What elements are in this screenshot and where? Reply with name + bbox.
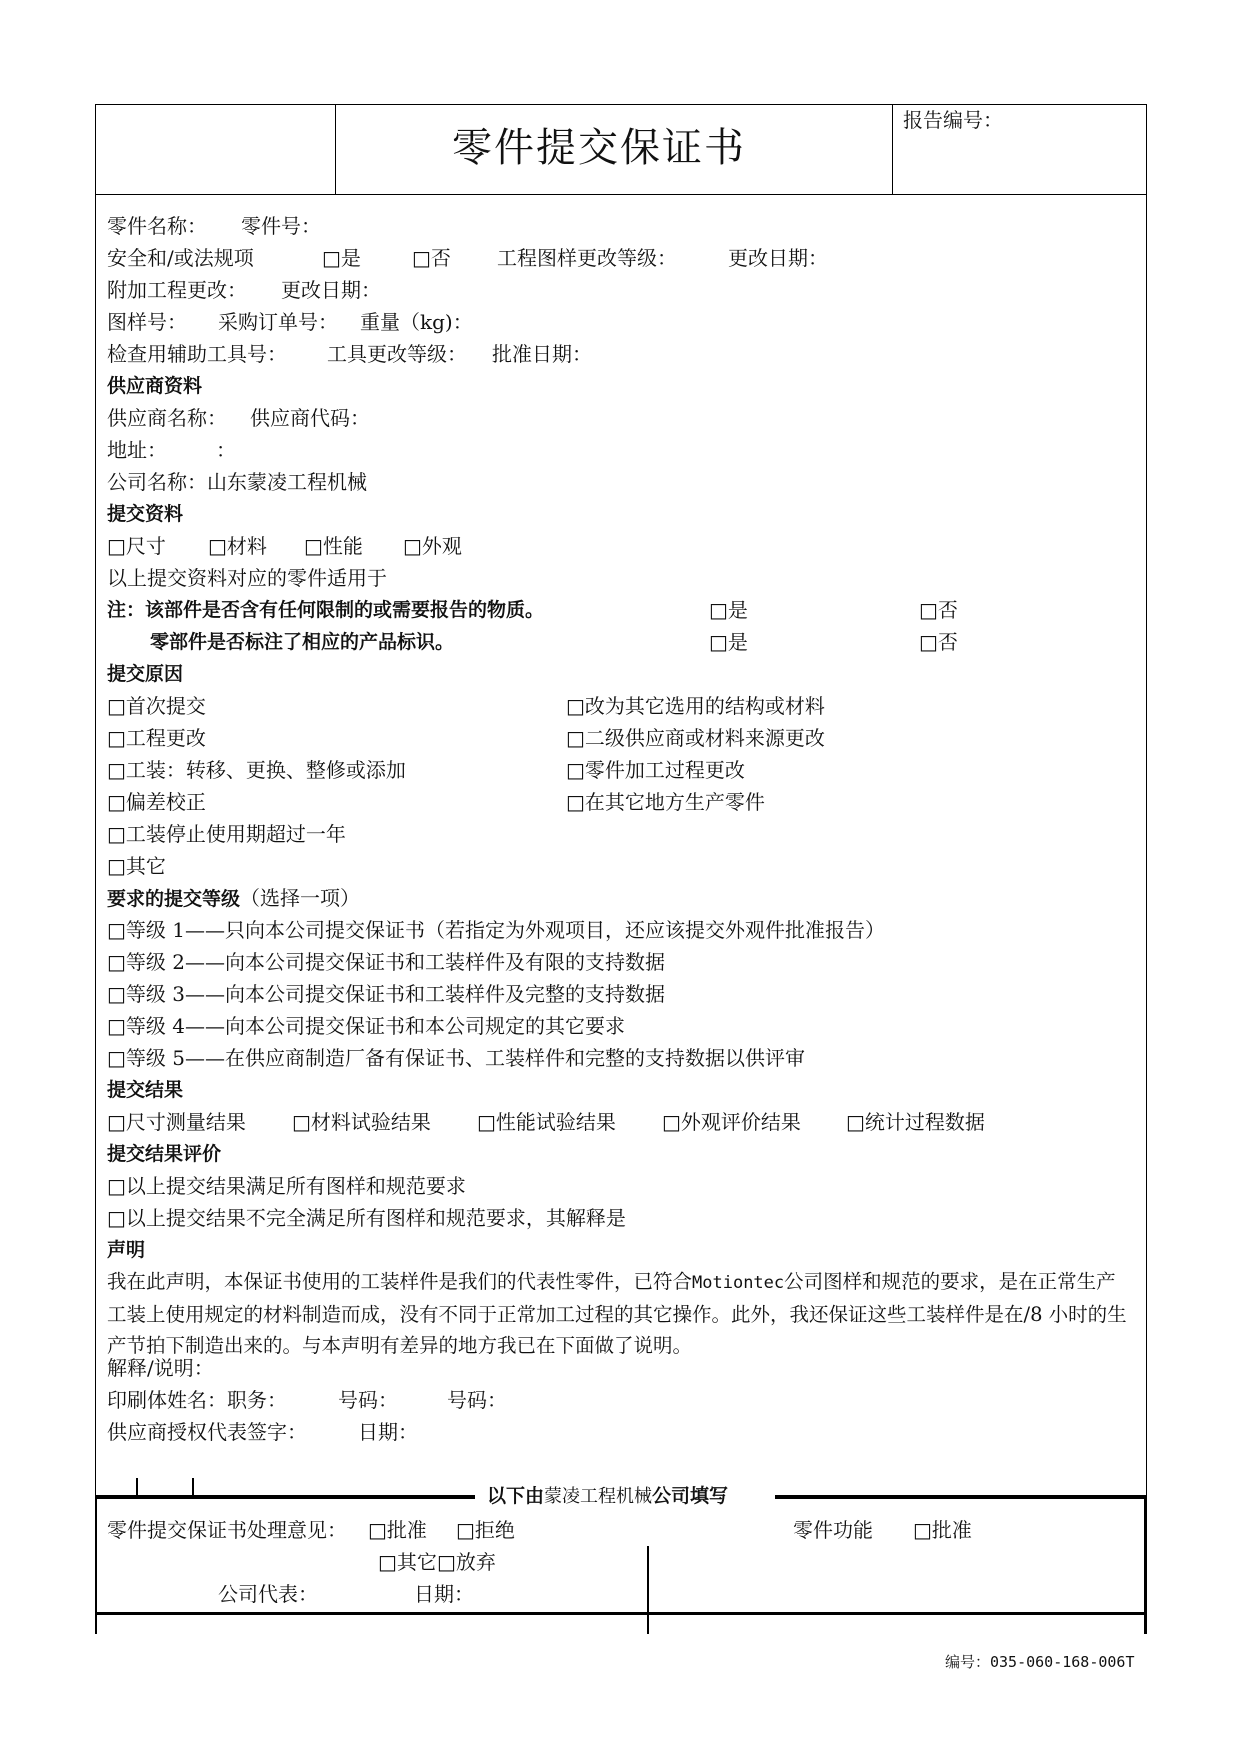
reason-other-location[interactable]: □在其它地方生产零件 — [566, 790, 765, 814]
levels-heading-note: （选择一项） — [240, 886, 361, 910]
evaluation-not-meets-checkbox[interactable]: □以上提交结果不完全满足所有图样和规范要求，其解释是 — [107, 1206, 626, 1230]
drawing-no-label: 图样号： — [107, 310, 187, 334]
aid-no-label: 检查用辅助工具号： — [107, 342, 287, 366]
banner-tick-1 — [136, 1478, 138, 1496]
level-3-checkbox[interactable]: □等级 3——向本公司提交保证书和工装样件及完整的支持数据 — [107, 982, 665, 1006]
company-date-label: 日期： — [414, 1582, 474, 1606]
address-colon: ： — [216, 438, 236, 462]
submission-appearance-checkbox[interactable]: □外观 — [403, 534, 462, 558]
evaluation-heading: 提交结果评价 — [107, 1143, 222, 1165]
tool-level-label: 工具更改等级： — [327, 342, 467, 366]
company-bottom-rule — [95, 1612, 1147, 1615]
header-divider-2 — [892, 104, 893, 195]
reason-deviation[interactable]: □偏差校正 — [107, 790, 206, 814]
part-function-label: 零件功能 — [793, 1518, 873, 1542]
note2-no-checkbox[interactable]: □否 — [919, 630, 958, 654]
add-change-date-label: 更改日期： — [281, 278, 381, 302]
document-code: 编号：035-060-168-006T — [945, 1653, 1135, 1671]
frame-right — [1146, 104, 1147, 1634]
levels-heading: 要求的提交等级 — [107, 888, 241, 910]
part-no-label: 零件号： — [241, 214, 321, 238]
note1-yes-checkbox[interactable]: □是 — [709, 598, 748, 622]
reason-alt-material[interactable]: □改为其它选用的结构或材料 — [566, 694, 825, 718]
add-change-label: 附加工程更改： — [107, 278, 247, 302]
company-name-label: 公司名称：山东蒙凌工程机械 — [107, 470, 367, 494]
reason-engineering-change[interactable]: □工程更改 — [107, 726, 206, 750]
safety-label: 安全和/或法规项 — [107, 246, 254, 270]
note2-yes-checkbox[interactable]: □是 — [709, 630, 748, 654]
banner-rule-left — [95, 1495, 475, 1499]
opinion-label: 零件提交保证书处理意见： — [107, 1518, 347, 1542]
level-5-checkbox[interactable]: □等级 5——在供应商制造厂备有保证书、工装样件和完整的支持数据以供评审 — [107, 1046, 805, 1070]
declaration-heading: 声明 — [107, 1239, 146, 1261]
opinion-reject-checkbox[interactable]: □拒绝 — [456, 1518, 515, 1542]
report-no-label: 报告编号： — [903, 108, 1003, 132]
page-title: 零件提交保证书 — [452, 125, 746, 171]
reason-tooling-inactive[interactable]: □工装停止使用期超过一年 — [107, 822, 346, 846]
opinion-other-checkbox[interactable]: □其它 — [378, 1550, 437, 1574]
levels-heading-row — [107, 886, 360, 911]
results-heading: 提交结果 — [107, 1079, 184, 1101]
frame-top — [95, 104, 1147, 105]
reason-first-submission[interactable]: □首次提交 — [107, 694, 206, 718]
company-left-rule — [95, 1498, 97, 1634]
change-date-label: 更改日期： — [728, 246, 828, 270]
supplier-name-label: 供应商名称： — [107, 406, 227, 430]
result-material-checkbox[interactable]: □材料试验结果 — [292, 1110, 431, 1134]
opinion-approve-checkbox[interactable]: □批准 — [368, 1518, 427, 1542]
company-rep-label: 公司代表： — [218, 1582, 318, 1606]
submission-heading: 提交资料 — [107, 503, 184, 525]
result-spc-checkbox[interactable]: □统计过程数据 — [846, 1110, 985, 1134]
po-no-label: 采购订单号： — [218, 310, 338, 334]
banner-rule-right — [775, 1495, 1147, 1499]
signature-date-label: 日期： — [358, 1420, 418, 1444]
reason-tooling[interactable]: □工装：转移、更换、整修或添加 — [107, 758, 406, 782]
banner-prefix: 以下由 — [487, 1485, 545, 1507]
company-right-rule — [1144, 1498, 1146, 1634]
function-approve-checkbox[interactable]: □批准 — [913, 1518, 972, 1542]
frame-left — [95, 104, 96, 1634]
supplier-signature-label: 供应商授权代表签字： — [107, 1420, 307, 1444]
declaration-text — [107, 1266, 1127, 1361]
level-1-checkbox[interactable]: □等级 1——只向本公司提交保证书（若指定为外观项目，还应该提交外观件批准报告） — [107, 918, 885, 942]
result-dimension-checkbox[interactable]: □尺寸测量结果 — [107, 1110, 246, 1134]
level-4-checkbox[interactable]: □等级 4——向本公司提交保证书和本公司规定的其它要求 — [107, 1014, 625, 1038]
address-label: 地址： — [107, 438, 167, 462]
submission-performance-checkbox[interactable]: □性能 — [304, 534, 363, 558]
part-name-label: 零件名称： — [107, 214, 207, 238]
level-2-checkbox[interactable]: □等级 2——向本公司提交保证书和工装样件及有限的支持数据 — [107, 950, 665, 974]
note-product-marking: 零部件是否标注了相应的产品标识。 — [150, 631, 455, 653]
reason-other[interactable]: □其它 — [107, 854, 166, 878]
print-name-label: 印刷体姓名：职务： — [107, 1388, 287, 1412]
company-banner — [487, 1484, 728, 1509]
declaration-brand: Motiontec — [692, 1273, 785, 1293]
banner-suffix: 公司填写 — [652, 1485, 729, 1507]
evaluation-meets-checkbox[interactable]: □以上提交结果满足所有图样和规范要求 — [107, 1174, 466, 1198]
explain-label: 解释/说明： — [107, 1356, 214, 1380]
reason-process-change[interactable]: □零件加工过程更改 — [566, 758, 745, 782]
submission-material-checkbox[interactable]: □材料 — [208, 534, 267, 558]
banner-company: 蒙凌工程机械 — [544, 1486, 653, 1507]
reason-sub-supplier[interactable]: □二级供应商或材料来源更改 — [566, 726, 825, 750]
applies-label: 以上提交资料对应的零件适用于 — [107, 566, 387, 590]
approval-date-label: 批准日期： — [492, 342, 592, 366]
submission-dimension-checkbox[interactable]: □尺寸 — [107, 534, 166, 558]
number-label-1: 号码： — [338, 1388, 398, 1412]
note-restricted-substance: 注：该部件是否含有任何限制的或需要报告的物质。 — [107, 599, 545, 621]
company-split-vertical — [647, 1546, 649, 1634]
eng-change-level-label: 工程图样更改等级： — [497, 246, 677, 270]
safety-no-checkbox[interactable]: □否 — [412, 246, 451, 270]
header-bottom — [95, 194, 1147, 195]
result-appearance-checkbox[interactable]: □外观评价结果 — [662, 1110, 801, 1134]
declaration-part2: 公司图样和规范的要求，是在正常生产工装上使用规定的材料制造而成，没有不同于正常加工过程的其它操作。此外，我还保证这些工装样件是在/8 小时的生产节拍下制造出来的。与本声明有差异的地方我已在下面做了说明。 — [107, 1270, 1127, 1357]
declaration-part1: 我在此声明，本保证书使用的工装样件是我们的代表性零件，已符合 — [107, 1270, 693, 1293]
reasons-heading: 提交原因 — [107, 663, 184, 685]
note1-no-checkbox[interactable]: □否 — [919, 598, 958, 622]
weight-label: 重量（kg)： — [360, 310, 473, 334]
opinion-abandon-checkbox[interactable]: □放弃 — [437, 1550, 496, 1574]
safety-yes-checkbox[interactable]: □是 — [322, 246, 361, 270]
number-label-2: 号码： — [447, 1388, 507, 1412]
header-divider-1 — [335, 104, 336, 195]
banner-tick-2 — [192, 1478, 194, 1496]
result-performance-checkbox[interactable]: □性能试验结果 — [477, 1110, 616, 1134]
supplier-code-label: 供应商代码： — [250, 406, 370, 430]
supplier-heading: 供应商资料 — [107, 375, 203, 397]
